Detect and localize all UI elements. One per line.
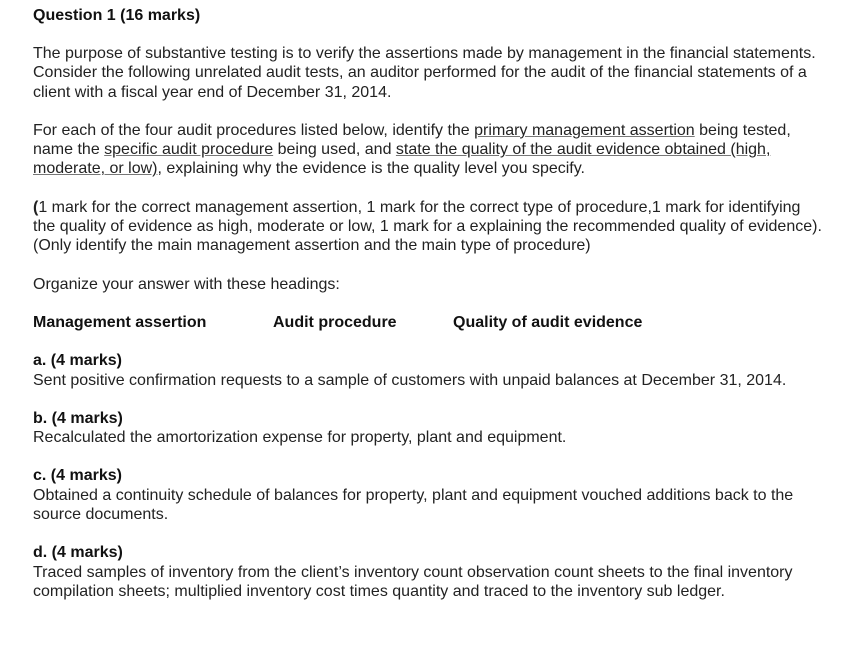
part-text: Obtained a continuity schedule of balances for property, plant and equipment vouched additions back to the source documents. <box>33 486 794 524</box>
marking-open-paren: ( <box>33 198 39 216</box>
part-label: c. (4 marks) <box>33 467 122 485</box>
part-d <box>33 543 823 601</box>
intro-paragraph: The purpose of substantive testing is to verify the assertions made by management in the financial statements. Consider the following unrelated audit tests, an auditor performed for the audit of the financial statements of a client with a fiscal year end of December 31, 2014. <box>33 45 816 101</box>
part-a <box>33 351 823 390</box>
primary-assertion-underlined: primary management assertion <box>474 121 695 139</box>
instructions-text: For each of the four audit procedures listed below, identify the <box>33 121 475 139</box>
part-text: Sent positive confirmation requests to a sample of customers with unpaid balances at December 31, 2014. <box>33 371 787 389</box>
part-text: Recalculated the amortorization expense for property, plant and equipment. <box>33 429 567 447</box>
evidence-quality-underlined: state the quality of the audit evidence obtained (high, moderate, or low) <box>33 141 771 178</box>
specific-procedure-underlined: specific audit procedure <box>104 141 274 159</box>
heading-audit-procedure: Audit procedure <box>273 313 397 331</box>
instructions-text: being used, and <box>273 141 396 159</box>
instructions-text: being tested, name the <box>33 121 791 159</box>
part-b <box>33 409 823 448</box>
part-label: b. (4 marks) <box>33 409 123 427</box>
marking-paragraph <box>33 198 823 256</box>
marking-text: 1 mark for the correct management assertion, 1 mark for the correct type of procedure,1 mark for identifying the quality of evidence as high, moderate or low, 1 mark for a explaining the recommended quality of evidence).(Only identify the main management assertion and the main type of procedure) <box>33 198 822 255</box>
part-label: d. (4 marks) <box>33 544 123 562</box>
organize-instruction: Organize your answer with these headings: <box>33 275 340 293</box>
instructions-paragraph <box>33 121 823 179</box>
answer-headings <box>33 313 823 332</box>
part-c <box>33 466 823 524</box>
heading-management-assertion: Management assertion <box>33 313 207 331</box>
question-title: Question 1 (16 marks) <box>33 7 201 24</box>
part-text: Traced samples of inventory from the client’s inventory count observation count sheets to the final inventory compilation sheets; multiplied inventory cost times quantity and traced to the inventory sub ledger. <box>33 563 793 600</box>
heading-quality-of-evidence: Quality of audit evidence <box>453 313 643 331</box>
instructions-text: , explaining why the evidence is the quality level you specify. <box>157 160 585 178</box>
part-label: a. (4 marks) <box>33 352 122 370</box>
